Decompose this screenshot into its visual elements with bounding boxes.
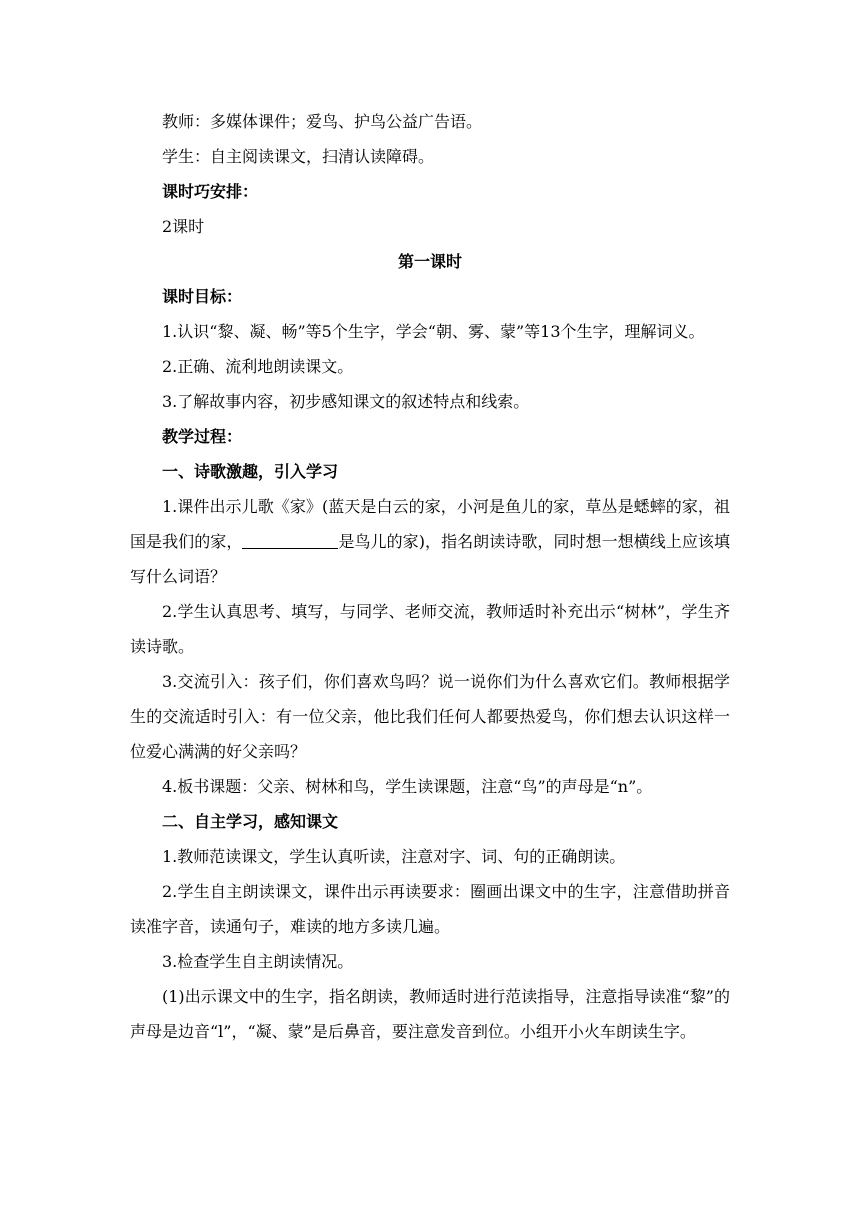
subsection-heading-1: 一、诗歌激趣，引入学习 bbox=[162, 462, 339, 481]
goal-item-1: 1.认识“黎、凝、畅”等5个生字，学会“朝、雾、蒙”等13个生字，理解词义。 bbox=[162, 322, 705, 341]
document-body bbox=[130, 104, 730, 1049]
process-step-2-3: 3.检查学生自主朗读情况。 bbox=[162, 952, 354, 971]
step-text-before-blank: 1.课件出示儿歌《家》(蓝天是白云的家，小河是鱼儿的家，草丛是蟋蟀的家，祖国是我们的家， bbox=[130, 497, 730, 551]
process-step-2-3-sub-1: (1)出示课文中的生字，指名朗读，教师适时进行范读指导，注意指导读准“黎”的声母是边音“l”，“凝、蒙”是后鼻音，要注意发音到位。小组开小火车朗读生字。 bbox=[130, 987, 730, 1041]
process-step-1-2: 2.学生认真思考、填写，与同学、老师交流，教师适时补充出示“树林”，学生齐读诗歌。 bbox=[130, 602, 730, 656]
process-step-2-2: 2.学生自主朗读课文，课件出示再读要求：圈画出课文中的生字，注意借助拼音读准字音，读通句子，难读的地方多读几遍。 bbox=[130, 882, 730, 936]
materials-teacher: 教师：多媒体课件；爱鸟、护鸟公益广告语。 bbox=[162, 112, 483, 131]
fill-in-blank-line bbox=[242, 532, 338, 549]
process-step-2-1: 1.教师范读课文，学生认真听读，注意对字、词、句的正确朗读。 bbox=[162, 847, 626, 866]
schedule-hours: 2课时 bbox=[162, 217, 205, 236]
goal-item-3: 3.了解故事内容，初步感知课文的叙述特点和线索。 bbox=[162, 392, 530, 411]
lesson-title: 第一课时 bbox=[397, 252, 462, 271]
section-heading-process: 教学过程： bbox=[162, 427, 243, 446]
subsection-heading-2: 二、自主学习，感知课文 bbox=[162, 812, 339, 831]
goal-item-2: 2.正确、流利地朗读课文。 bbox=[162, 357, 354, 376]
process-step-1-3: 3.交流引入：孩子们，你们喜欢鸟吗？说一说你们为什么喜欢它们。教师根据学生的交流适时引入：有一位父亲，他比我们任何人都要热爱鸟，你们想去认识这样一位爱心满满的好父亲吗？ bbox=[130, 672, 730, 761]
process-step-1-4: 4.板书课题：父亲、树林和鸟，学生读课题，注意“鸟”的声母是“n”。 bbox=[162, 777, 653, 796]
step-text-after-blank: 是鸟儿的家)，指名朗读诗歌，同时想一想横线上应该填写什么词语？ bbox=[130, 532, 730, 586]
process-step-1-1 bbox=[130, 489, 730, 594]
section-heading-schedule: 课时巧安排： bbox=[162, 182, 259, 201]
materials-student: 学生：自主阅读课文，扫清认读障碍。 bbox=[162, 147, 435, 166]
section-heading-goals: 课时目标： bbox=[162, 287, 243, 306]
